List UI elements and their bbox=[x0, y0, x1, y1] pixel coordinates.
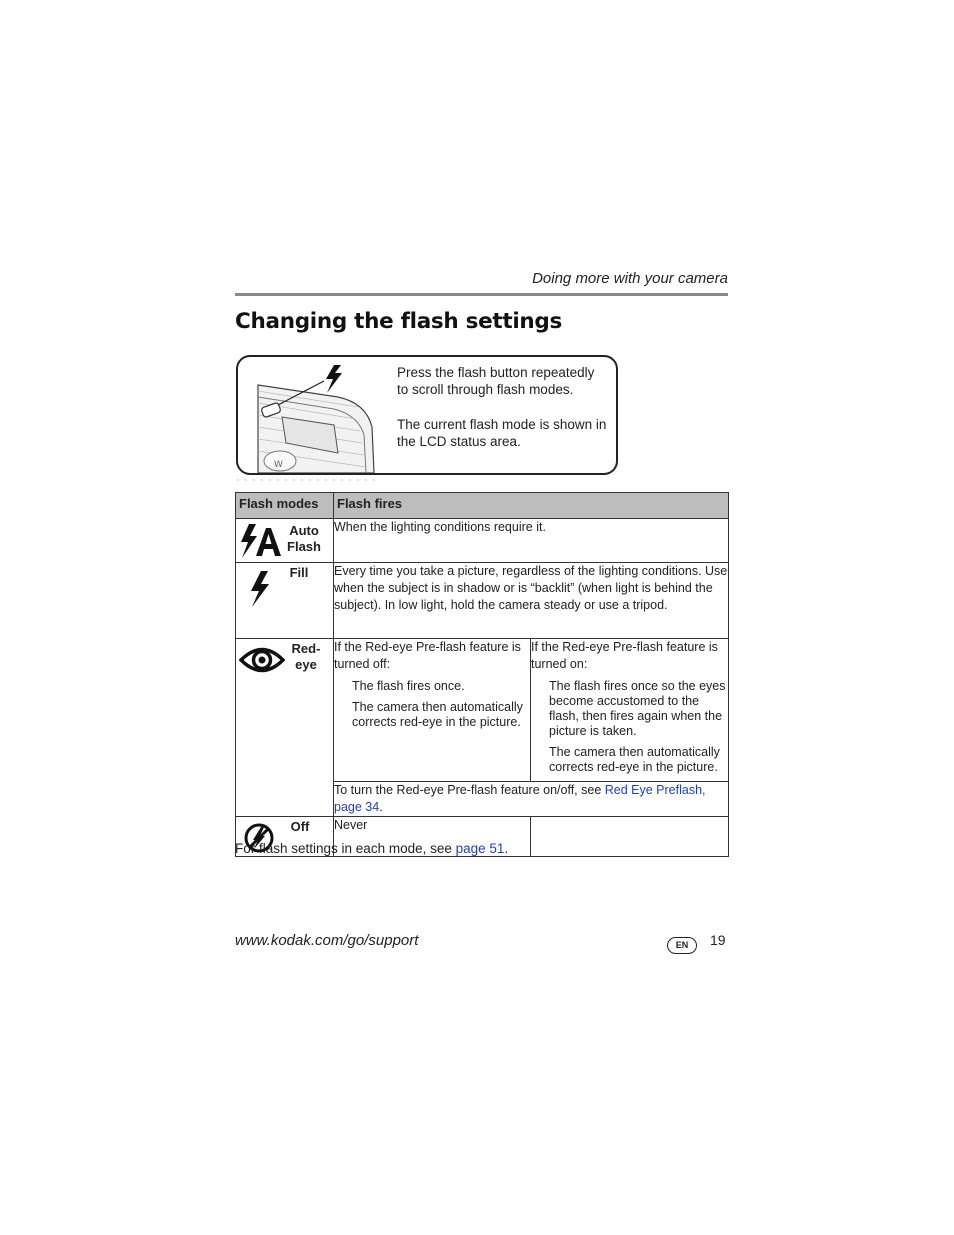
camera-top-illustration bbox=[238, 357, 398, 473]
red-eye-label-line1: Red- bbox=[291, 641, 321, 656]
mode-red-eye bbox=[236, 639, 334, 817]
header-rule bbox=[235, 293, 728, 296]
header-flash-fires: Flash fires bbox=[334, 493, 729, 519]
red-eye-on-intro: If the Red-eye Pre-flash feature is turned on: bbox=[531, 640, 718, 671]
auto-flash-icon bbox=[239, 522, 281, 560]
list-item: The camera then automatically corrects red-eye in the picture. bbox=[549, 745, 720, 774]
callout-status-note: The current flash mode is shown in the LCD status area. bbox=[397, 417, 607, 449]
red-eye-preflash-link[interactable]: Red Eye Preflash, page 34 bbox=[334, 783, 706, 814]
off-description: Never bbox=[334, 817, 531, 857]
table-row-auto-flash bbox=[236, 519, 729, 563]
note-prefix: For flash settings in each mode, see bbox=[235, 841, 456, 856]
table-header-row bbox=[236, 493, 729, 519]
mode-auto-flash bbox=[236, 519, 334, 563]
auto-flash-label-line1: Auto bbox=[289, 523, 319, 538]
red-eye-label-line2: eye bbox=[295, 657, 317, 672]
red-eye-preflash-on bbox=[531, 639, 729, 782]
red-eye-icon bbox=[239, 645, 285, 675]
support-url: www.kodak.com/go/support bbox=[235, 932, 419, 949]
fill-flash-icon bbox=[248, 569, 272, 609]
fill-label: Fill bbox=[289, 565, 309, 580]
page-title: Changing the flash settings bbox=[235, 309, 563, 334]
flash-modes-table bbox=[235, 492, 729, 857]
running-head: Doing more with your camera bbox=[532, 270, 728, 287]
off-empty-cell bbox=[531, 817, 729, 857]
red-eye-toggle-suffix: . bbox=[379, 800, 383, 814]
table-row-fill bbox=[236, 563, 729, 639]
page-number: 19 bbox=[710, 932, 726, 948]
flash-settings-note bbox=[235, 841, 508, 856]
caption-residue bbox=[236, 477, 376, 483]
fill-description: Every time you take a picture, regardless of the lighting conditions. Use when the subject is in shadow or is “backlit” (when light is behind the subject). In low light, hold the camera steady or use a tripod. bbox=[334, 563, 729, 639]
off-label: Off bbox=[290, 819, 310, 834]
list-item: The flash fires once so the eyes become accustomed to the flash, then fires again when the picture is taken. bbox=[549, 679, 726, 738]
auto-flash-description: When the lighting conditions require it. bbox=[334, 519, 729, 563]
flash-button-callout bbox=[236, 355, 618, 475]
list-item: The flash fires once. bbox=[352, 679, 465, 693]
red-eye-toggle-prefix: To turn the Red-eye Pre-flash feature on/off, see bbox=[334, 783, 605, 797]
note-suffix: . bbox=[504, 841, 509, 856]
language-badge: EN bbox=[667, 937, 697, 954]
callout-instruction: Press the flash button repeatedly to scroll through flash modes. bbox=[397, 365, 595, 397]
header-flash-modes: Flash modes bbox=[236, 493, 334, 519]
svg-text:W: W bbox=[274, 460, 283, 470]
red-eye-toggle-note bbox=[334, 782, 729, 817]
table-row-red-eye bbox=[236, 639, 729, 782]
mode-fill bbox=[236, 563, 334, 639]
auto-flash-label-line2: Flash bbox=[287, 539, 321, 554]
red-eye-preflash-off bbox=[334, 639, 531, 782]
page-51-link[interactable]: page 51 bbox=[455, 841, 505, 856]
list-item: The camera then automatically corrects red-eye in the picture. bbox=[352, 700, 523, 729]
red-eye-off-intro: If the Red-eye Pre-flash feature is turned off: bbox=[334, 640, 521, 671]
flash-bolt-icon bbox=[326, 365, 342, 393]
